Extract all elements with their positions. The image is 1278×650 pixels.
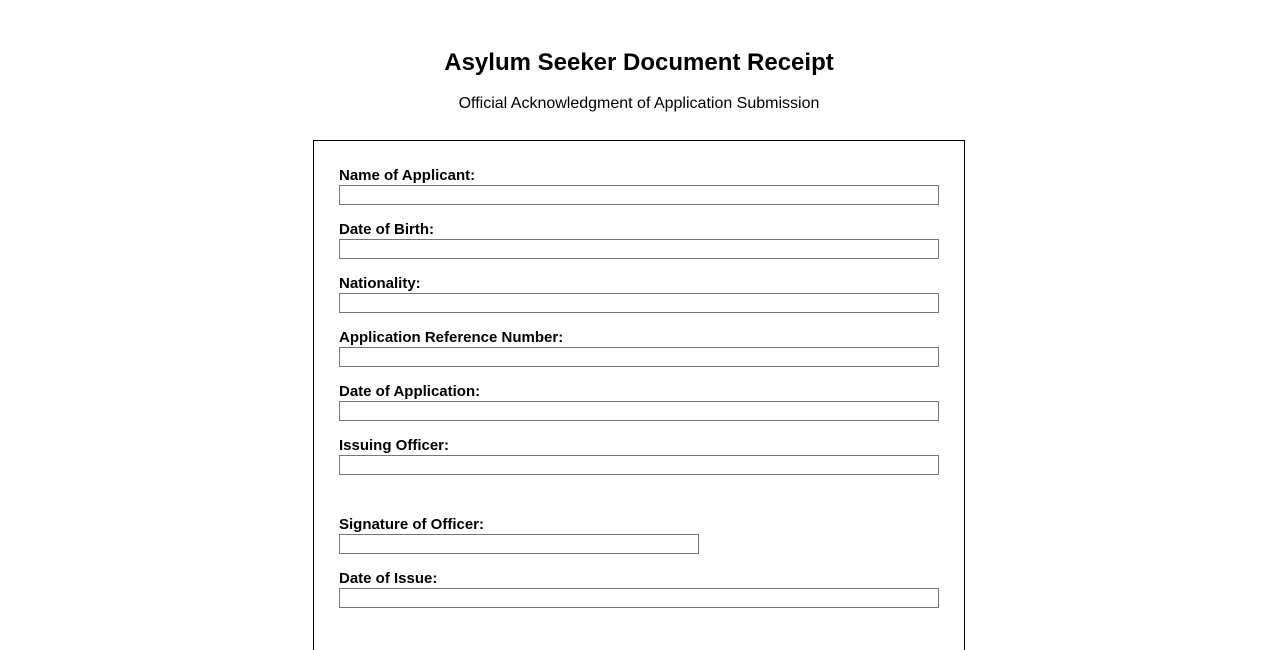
field-signature-of-officer: [339, 516, 939, 554]
field-date-of-issue: [339, 570, 939, 608]
date-of-birth-label: Date of Birth:: [339, 221, 434, 238]
nationality-input[interactable]: [339, 293, 939, 313]
field-date-of-birth: [339, 221, 939, 259]
page-title: Asylum Seeker Document Receipt: [444, 49, 834, 76]
name-of-applicant-input[interactable]: [339, 185, 939, 205]
date-of-birth-input[interactable]: [339, 239, 939, 259]
receipt-form: [313, 140, 965, 650]
signature-of-officer-label: Signature of Officer:: [339, 516, 485, 533]
field-name-of-applicant: [339, 167, 939, 205]
page-subtitle: Official Acknowledgment of Application Submission: [458, 95, 820, 112]
date-of-application-label: Date of Application:: [339, 383, 481, 400]
name-of-applicant-label: Name of Applicant:: [339, 167, 476, 184]
date-of-issue-input[interactable]: [339, 588, 939, 608]
date-of-application-input[interactable]: [339, 401, 939, 421]
application-reference-number-input[interactable]: [339, 347, 939, 367]
field-application-reference-number: [339, 329, 939, 367]
issuing-officer-input[interactable]: [339, 455, 939, 475]
nationality-label: Nationality:: [339, 275, 421, 292]
field-issuing-officer: [339, 437, 939, 475]
signature-of-officer-input[interactable]: [339, 534, 699, 554]
application-reference-number-label: Application Reference Number:: [339, 329, 564, 346]
issuing-officer-label: Issuing Officer:: [339, 437, 450, 454]
date-of-issue-label: Date of Issue:: [339, 570, 438, 587]
field-nationality: [339, 275, 939, 313]
field-date-of-application: [339, 383, 939, 421]
